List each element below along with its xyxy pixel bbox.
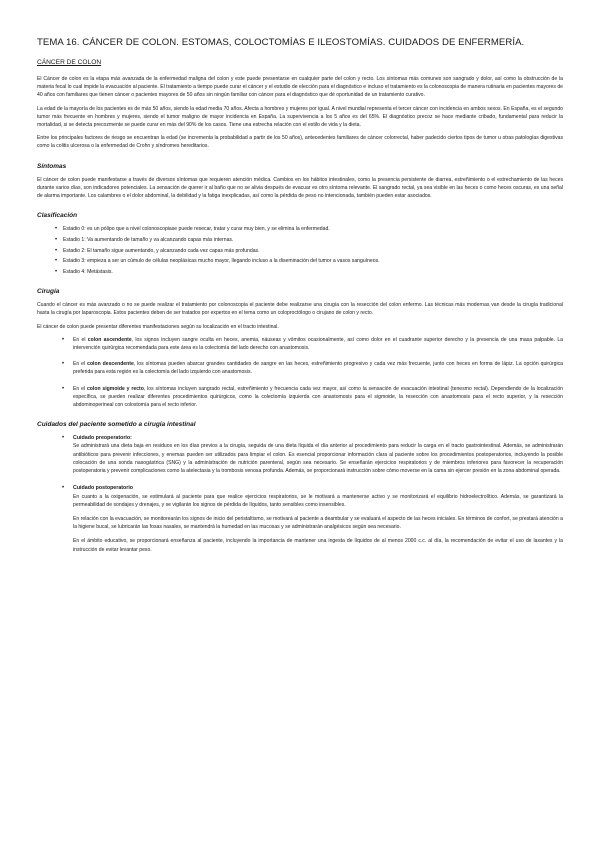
section-heading-cancer: CÁNCER DE COLON (37, 59, 102, 66)
list-item-text: Estadio 3: empieza a ser un cúmulo de células neoplásicas mucho mayor, llegando incluso a la diseminación del tumor a vasos sanguíneos. (63, 258, 380, 265)
care-paragraph: En relación con la evacuación, se monitorearán los signos de inicio del peristaltismo, se motivará al paciente a deambular y se evaluará el aspecto de las heces iniciales. En términos de confort, se prestará atención a la higiene bucal, se lubricarán las fosas nasales, se mantendrá la humedad en las mucosas y se administrarán analgésicos según sea necesario. (73, 515, 563, 531)
cirugia-paragraph: El cáncer de colon puede presentar diferentes manifestaciones según su localización en el tracto intestinal. (37, 323, 279, 330)
list-item (37, 360, 563, 376)
list-item (37, 236, 563, 244)
bullet-icon: • (55, 236, 58, 243)
location-label: colon descendente (87, 361, 134, 368)
list-item-text: , los síntomas pueden abarcar grandes cantidades de sangre en las heces, estreñimiento progresivo y cada vez más frecuente, junto con heces en forma de lápiz. La opción quirúrgica preferida para esta región es la colectomía del lado izquierdo con anastomosis. (73, 361, 563, 376)
section-heading-sintomas: Síntomas (37, 162, 67, 170)
bullet-icon: • (55, 258, 58, 265)
list-item (37, 484, 563, 553)
manifestaciones-list (37, 336, 563, 409)
subsection-title: Cuidado preoperatorio: (73, 435, 132, 442)
care-paragraph: En el ámbito educativo, se proporcionará enseñanza al paciente, incluyendo la importancia de mantener una ingesta de líquidos de al menos 2000 c.c. al día, la recomendación de evitar el uso de laxantes y la instrucción de evitar levantar peso. (73, 538, 563, 553)
list-item-text: , los síntomas incluyen sangrado rectal, estreñimiento y frecuencia cada vez mayor, así como la sensación de evacuación intestinal (tenesmo rectal). Dependiendo de la localización específica, se pueden realizar diferentes procedimientos quirúrgicos, como la colectomía izquierda con anastomosis para el sigmoide, la resección con anastomosis para el recto superior, y la resección abdominoperineal con colostomía para el recto inferior. (73, 385, 563, 409)
bullet-icon: • (55, 226, 58, 233)
list-item (37, 257, 563, 265)
sintomas-paragraph: El cáncer de colon puede manifestarse a través de diversos síntomas que requieren atención médica. Cambios en los hábitos intestinales, como la presencia persistente de diarrea, estreñimiento o el estrechamiento de las heces durante varios días, son indicadores potenciales. La sensación de querer ir al baño que no se alivia después de evacuar es otro síntoma relevante. El sangrado rectal, ya sea visible en las heces o como heces oscuras, es una señal de alarma importante. Los calambres o el dolor abdominal, la debilidad y la fatiga inexplicadas, así como la pérdida de peso no intencionada, también pueden estar asociados. (37, 176, 563, 200)
list-item-prefix: En el (73, 385, 87, 392)
list-item (37, 434, 563, 475)
care-paragraph: En cuanto a la oxigenación, se estimulará al paciente para que realice ejercicios respiratorios, se le motivará a mantenerse activo y se monitorizará el equilibrio hidroelectrolítico. Además, se garantizará la permeabilidad de sondajes y drenajes, y se vigilarán los signos de pérdida de líquidos, tanto sensibles como insensibles. (73, 493, 563, 508)
subsection-title: Cuidado postoperatorio (73, 485, 134, 492)
list-item (37, 385, 563, 410)
bullet-icon: • (62, 435, 65, 442)
list-item-text: Estadio 1: Va aumentando de tamaño y va alcanzando capas más internas. (63, 236, 234, 243)
list-item-text: , los signos incluyen sangre oculta en heces, anemia, náuseas y vómitos ocasionalmente, así como dolor en el cuadrante superior derecho y la presencia de una masa palpable. La intervención quirúrgica recomendada para este área es la colectomía del lado derecho con anastomosis. (73, 336, 563, 352)
intro-paragraph: Entre los principales factores de riesgo se encuentran la edad (se incrementa la probabilidad a partir de los 50 años), antecedentes familiares de cáncer colorrectal, haber padecido ciertos tipos de tumor u otras patologías digestivas como la colitis ulcerosa o la enfermedad de Crohn y síndromes hereditarios. (37, 135, 563, 150)
section-heading-cirugia: Cirugía (37, 288, 60, 296)
cirugia-paragraph: Cuando el cáncer es más avanzado o no se puede realizar el tratamiento por colonoscopia el paciente debe realizarse una cirugía con la resección del colon enfermo. Las técnicas más modernas van desde la cirugía tradicional hasta la cirugía por laparoscopia. Estos pacientes deben de ser tratados por expertos en el tema como un coloproctólogo o cirujano de colon y recto. (37, 302, 563, 317)
list-item-text: Estadio 2: El tamaño sigue aumentando, y alcanzando cada vez capas más profundas. (63, 247, 260, 254)
cuidados-list (37, 434, 563, 553)
list-item-text: Estadio 4: Metástasis. (63, 269, 113, 276)
bullet-icon: • (55, 247, 58, 254)
bullet-icon: • (62, 361, 65, 368)
section-heading-cuidados: Cuidados del paciente sometido a cirugía intestinal (37, 421, 196, 429)
location-label: colon ascendente (87, 336, 132, 343)
intro-paragraph: La edad de la mayoría de los pacientes es de más 50 años, siendo la edad media 70 años. Afecta a hombres y mujeres por igual. A nivel mundial representa el tercer cáncer con incidencia en ambos sexos. En España, es el segundo tumor más frecuente en hombres y mujeres, siendo el tumor maligno de mayor incidencia en España. La supervivencia a los 5 años es del 65%. El diagnóstico precoz se hace mediante cribado, fundamental para reducir la mortalidad, si se detecta precozmente se puede curar en más del 90% de los casos. Tiene una estrecha relación con el estilo de vida y la dieta. (37, 105, 563, 129)
list-item-text: Estadio 0: es un pólipo que a nivel colonoscopiase puede resecar, tratar y curar muy bien, y se elimina la enfermedad. (63, 226, 330, 233)
document-title: TEMA 16. CÁNCER DE COLON. ESTOMAS, COLOCTOMÍAS E ILEOSTOMÍAS. CUIDADOS DE ENFERMERÍA. (37, 37, 525, 48)
list-item (37, 247, 563, 255)
bullet-icon: • (62, 485, 65, 492)
list-item-prefix: En el (73, 361, 88, 368)
intro-paragraph: El Cáncer de colon es la etapa más avanzada de la enfermedad maligna del colon y este puede presentarse en cualquier parte del colon y recto. Los síntomas más comunes son sangrado y dolor, así como la obstrucción de la materia fecal lo cual impide la evacuación al paciente. El tratamiento a tiempo puede curar el cáncer y el estudio de elección para el diagnóstico e incluso el tratamiento es la colonoscopia de manera rutinaria en pacientes mayores de 40 años con familiares que tienen cáncer o pacientes mayores de 50 años sin ningún familiar con cáncer para el diagnóstico que dé oportunidad de un tratamiento curativo. (37, 76, 563, 99)
list-item (37, 225, 563, 233)
bullet-icon: • (55, 269, 58, 276)
list-item-prefix: En el (73, 336, 88, 343)
list-item (37, 336, 563, 352)
list-item (37, 268, 563, 276)
section-heading-clasificacion: Clasificación (37, 212, 78, 220)
bullet-icon: • (62, 385, 65, 392)
clasificacion-list (37, 225, 563, 276)
location-label: colon sigmoide y recto (86, 385, 144, 392)
bullet-icon: • (62, 336, 65, 343)
care-paragraph: Se administrará una dieta baja en residuos en los días previos a la cirugía, seguida de una dieta líquida el día anterior al procedimiento para reducir la carga en el tracto gastrointestinal. Además, se administrarán antibióticos para prevenir infecciones, y enemas pueden ser utilizados para limpiar el colon. Es esencial proporcionar información clara al paciente sobre los procedimientos postoperatorios, incluyendo la posible colocación de una sonda nasogástrica (SNG) y la administración de nutrición parenteral, según sea necesario. Se enseñarán ejercicios respiratorios y de miembros inferiores para favorecer la recuperación postoperatoria y prevenir complicaciones como la atelectasia y la trombosis venosa profunda. Además, se proporcionará instrucción sobre cómo moverse en la cama sin ejercer presión en la zona abdominal operada. (73, 443, 563, 475)
